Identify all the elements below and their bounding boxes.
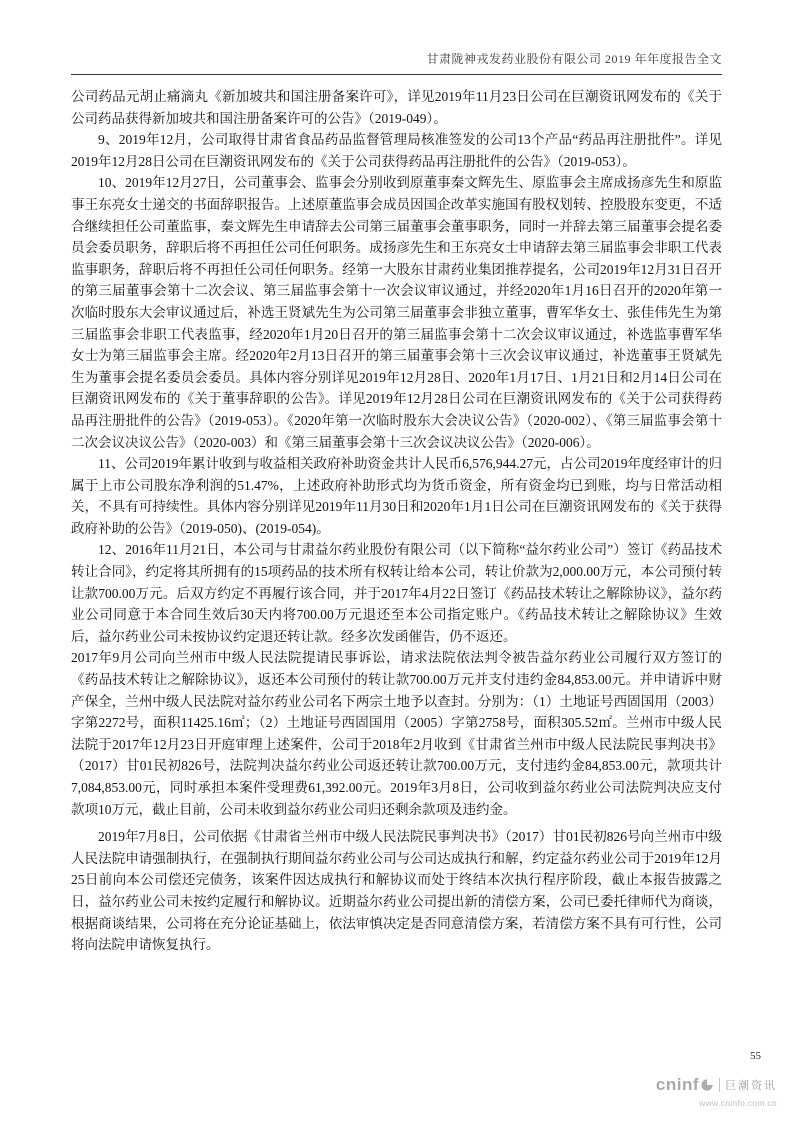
cninfo-logo-text: cninf (655, 1075, 699, 1094)
cninfo-logo-icon (700, 1078, 714, 1092)
header-divider (71, 74, 722, 75)
cninfo-url: www.cninfo.com.cn (699, 1098, 777, 1108)
report-header-title: 甘肃陇神戎发药业股份有限公司 2019 年年度报告全文 (426, 52, 722, 66)
cninfo-logo-row (656, 1075, 777, 1095)
paragraph-item-9: 9、2019年12月，公司取得甘肃省食品药品监督管理局核准签发的公司13个产品“药品再注册批件”。详见2019年12月28日公司在巨潮资讯网发布的《关于公司获得药品再注册批件的公告》（2019-053）。 (71, 132, 722, 169)
paragraph-lawsuit: 2017年9月公司向兰州市中级人民法院提请民事诉讼，请求法院依法判令被告益尔药业公司履行双方签订的《药品技术转让之解除协议》，返还本公司预付的转让款700.00万元并支付违约金84,853.00元。并申请诉中财产保全，兰州中级人民法院对益尔药业公司名下两宗土地予以查封。分别为：（1）土地证号西固国用（2003）字第2272号，面积11425.16㎡；（2）土地证号西固国用（2005）字第2758号，面积305.52㎡。兰州市中级人民法院于2017年12月23日开庭审理上述案件，公司于2018年2月收到《甘肃省兰州市中级人民法院民事判决书》（2017）甘01民初826号，法院判决益尔药业公司返还转让款700.00万元，支付违约金84,853.00元，款项共计7,084,853.00元，同时承担本案件受理费61,392.00元。2019年3月8日，公司收到益尔药业公司法院判决应支付款项10万元，截止目前，公司未收到益尔药业公司归还剩余款项及违约金。 (71, 650, 722, 817)
paragraph-enforcement: 2019年7月8日，公司依据《甘肃省兰州市中级人民法院民事判决书》（2017）甘01民初826号向兰州市中级人民法院申请强制执行，在强制执行期间益尔药业公司与公司达成执行和解，约定益尔药业公司于2019年12月25日前向本公司偿还完债务，该案件因达成执行和解协议而处于终结本次执行程序阶段，截止本报告披露之日，益尔药业公司未按约定履行和解协议。近期益尔药业公司提出新的清偿方案，公司已委托律师代为商谈，根据商谈结果，公司将在充分论证基础上，依法审慎决定是否同意清偿方案，若清偿方案不具有可行性，公司将向法院申请恢复执行。 (71, 829, 722, 953)
paragraph-item-10: 10、2019年12月27日，公司董事会、监事会分别收到原董事秦文辉先生、原监事会主席成扬彦先生和原监事王东亮女士递交的书面辞职报告。上述原董监事会成员因国企改革实施国有股权划转、控股股东变更，不适合继续担任公司董监事，秦文辉先生申请辞去公司第三届董事会董事职务，同时一并辞去第三届董事会提名委员会委员职务，辞职后将不再担任公司任何职务。成扬彦先生和王东亮女士申请辞去第三届监事会非职工代表监事职务，辞职后将不再担任公司任何职务。经第一大股东甘肃药业集团推荐提名，公司2019年12月31日召开的第三届董事会第十二次会议、第三届监事会第十一次会议审议通过，并经2020年1月16日召开的2020年第一次临时股东大会审议通过后，补选王贤斌先生为公司第三届董事会非独立董事，曹军华女士、张佳伟先生为第三届监事会非职工代表监事，经2020年1月20日召开的第三届监事会第十二次会议审议通过，补选监事曹军华女士为第三届监事会主席。经2020年2月13日召开的第三届董事会第十三次会议审议通过，补选董事王贤斌先生为董事会提名委员会委员。具体内容分别详见2019年12月28日、2020年1月17日、1月21日和2月14日公司在巨潮资讯网发布的《关于董事辞职的公告》。详见2019年12月28日公司在巨潮资讯网发布的《关于公司获得药品再注册批件的公告》（2019-053）。《2020年第一次临时股东大会决议公告》（2020-002）、《第三届监事会第十二次会议决议公告》（2020-003）和《第三届董事会第十三次会议决议公告》（2020-006）。 (71, 175, 722, 450)
page-number: 55 (750, 1050, 761, 1062)
logo-divider (719, 1078, 720, 1092)
cninfo-brand (656, 1075, 777, 1108)
paragraph-item-12: 12、2016年11月21日，本公司与甘肃益尔药业股份有限公司（以下简称“益尔药业公司”）签订《药品技术转让合同》，约定将其所拥有的15项药品的技术所有权转让给本公司，转让价款为2,000.00万元，本公司预付转让款700.00万元。后双方约定不再履行该合同，并于2017年4月22日签订《药品技术转让之解除协议》，益尔药业公司同意于本合同生效后30天内将700.00万元退还至本公司指定账户。《药品技术转让之解除协议》生效后，益尔药业公司未按协议约定退还转让款。经多次发函催告，仍不返还。 (71, 542, 722, 644)
document-body (71, 86, 722, 956)
paragraph-continuation: 公司药品元胡止痛滴丸《新加坡共和国注册备案许可》，详见2019年11月23日公司在巨潮资讯网发布的《关于公司药品获得新加坡共和国注册备案许可的公告》（2019-049）。 (71, 89, 722, 126)
paragraph-item-11: 11、公司2019年累计收到与收益相关政府补助资金共计人民币6,576,944.27元，占公司2019年度经审计的归属于上市公司股东净利润的51.47%，上述政府补助形式均为货币资金，所有资金均已到账，均与日常活动相关，不具有可持续性。具体内容分别详见2019年11月30日和2020年1月1日公司在巨潮资讯网发布的《关于获得政府补助的公告》（2019-050)、(2019-054)。 (71, 456, 722, 536)
page-header (71, 50, 722, 75)
cninfo-logo-cn: 巨潮资讯 (725, 1080, 777, 1092)
